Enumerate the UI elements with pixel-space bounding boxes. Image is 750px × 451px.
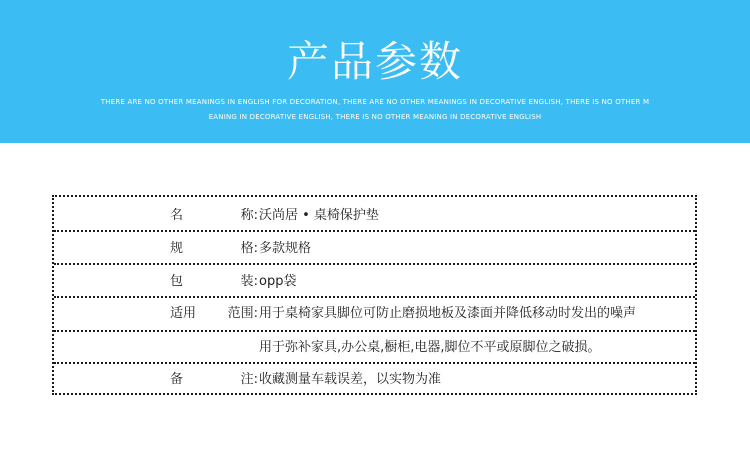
banner-subtitle: THERE ARE NO OTHER MEANINGS IN ENGLISH FOR DECORATION, THERE ARE NO OTHER MEANINGS IN DECORATIVE ENGLISH, THERE IS NO OTHER MEANING IN DECORATIVE ENGLISH, THERE IS NO OTHER MEANING IN DECORATIVE ENGLISH: [100, 98, 650, 121]
row-divider: [54, 296, 695, 298]
banner-title: 产品参数: [286, 37, 463, 86]
param-label: 规 格:: [170, 241, 258, 256]
param-value-name: 沃尚居 • 桌椅保护垫: [259, 208, 379, 223]
param-label: 名 称:: [170, 208, 258, 223]
param-label: 适用 范围:: [170, 306, 258, 321]
param-value-note: 收藏测量车载误差，以实物为准: [259, 372, 442, 387]
param-label: 包 装:: [170, 274, 258, 289]
param-value-scope-line1: 用于桌椅家具脚位可防止磨损地板及漆面并降低移动时发出的噪声: [259, 306, 637, 321]
header-banner: [0, 0, 750, 143]
param-label: 备 注:: [170, 372, 258, 387]
row-divider: [54, 362, 695, 364]
row-divider: [54, 330, 695, 332]
param-value-scope-line2: 用于弥补家具,办公桌,橱柜,电器,脚位不平或原脚位之破损。: [259, 340, 601, 355]
row-divider: [54, 230, 695, 232]
param-value-spec: 多款规格: [259, 241, 312, 256]
product-params-table: [52, 195, 697, 395]
param-value-package: opp袋: [259, 274, 297, 289]
row-divider: [54, 263, 695, 265]
